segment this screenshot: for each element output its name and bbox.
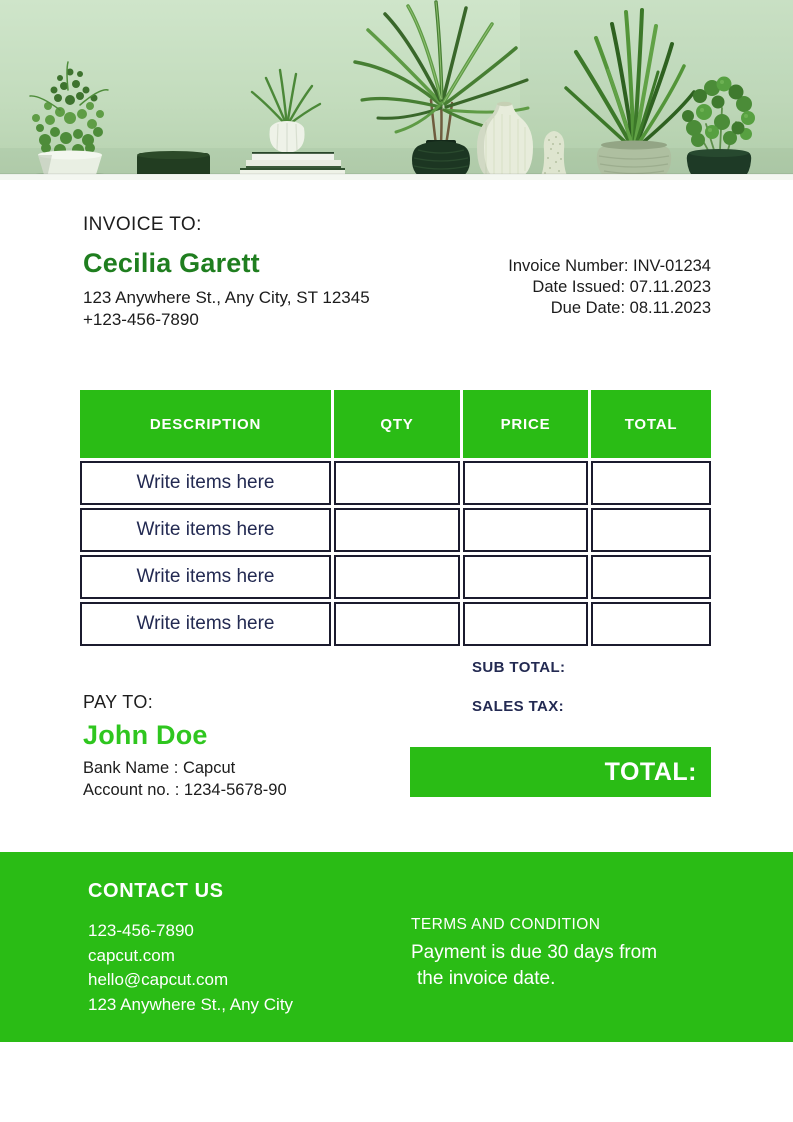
cell-total[interactable] [591,555,711,599]
terms-heading: TERMS AND CONDITION [411,916,601,933]
cell-qty[interactable] [334,508,460,552]
table-row [80,555,711,599]
footer [0,852,793,1042]
summary-block [472,659,565,715]
header-description: DESCRIPTION [80,390,331,458]
bank-name: Bank Name : Capcut [83,759,236,777]
cell-price[interactable] [463,602,588,646]
total-bar [410,747,711,797]
cell-total[interactable] [591,461,711,505]
header-qty: QTY [334,390,460,458]
cell-price[interactable] [463,461,588,505]
contact-website: capcut.com [88,945,175,965]
pay-to-block [83,692,287,801]
client-phone: +123-456-7890 [83,310,199,329]
client-address: 123 Anywhere St., Any City, ST 12345 [83,288,370,307]
sales-tax-label: SALES TAX: [472,698,565,715]
payee-name: John Doe [83,720,208,750]
terms-line: Payment is due 30 days from [411,942,658,963]
cell-qty[interactable] [334,602,460,646]
invoice-to-block [83,214,370,331]
cell-qty[interactable] [334,461,460,505]
account-number: Account no. : 1234-5678-90 [83,780,287,799]
invoice-to-label: INVOICE TO: [83,214,202,235]
cell-total[interactable] [591,508,711,552]
invoice-number: Invoice Number: INV-01234 [508,257,711,275]
cell-qty[interactable] [334,555,460,599]
header-photo [0,0,793,182]
table-row [80,508,711,552]
contact-email: hello@capcut.com [88,970,229,989]
cell-price[interactable] [463,555,588,599]
contact-block [88,880,293,1017]
pay-to-label: PAY TO: [83,692,154,712]
cell-description[interactable]: Write items here [80,602,331,646]
terms-block [411,916,657,992]
cell-description[interactable]: Write items here [80,508,331,552]
due-date: Due Date: 08.11.2023 [550,299,711,317]
total-label: TOTAL: [604,757,697,786]
cell-total[interactable] [591,602,711,646]
items-table-header [80,390,711,458]
client-name: Cecilia Garett [83,248,260,278]
contact-address: 123 Anywhere St., Any City [88,994,294,1014]
invoice-meta-block [508,256,711,319]
header-total: TOTAL [591,390,711,458]
table-row [80,602,711,646]
cell-price[interactable] [463,508,588,552]
date-issued: Date Issued: 07.11.2023 [532,278,711,296]
contact-heading: CONTACT US [88,880,224,902]
items-table [80,390,711,646]
terms-line: the invoice date. [417,968,556,989]
cell-description[interactable]: Write items here [80,461,331,505]
header-price: PRICE [463,390,588,458]
cell-description[interactable]: Write items here [80,555,331,599]
sub-total-label: SUB TOTAL: [472,659,566,676]
table-row [80,461,711,505]
contact-phone: 123-456-7890 [88,921,194,940]
